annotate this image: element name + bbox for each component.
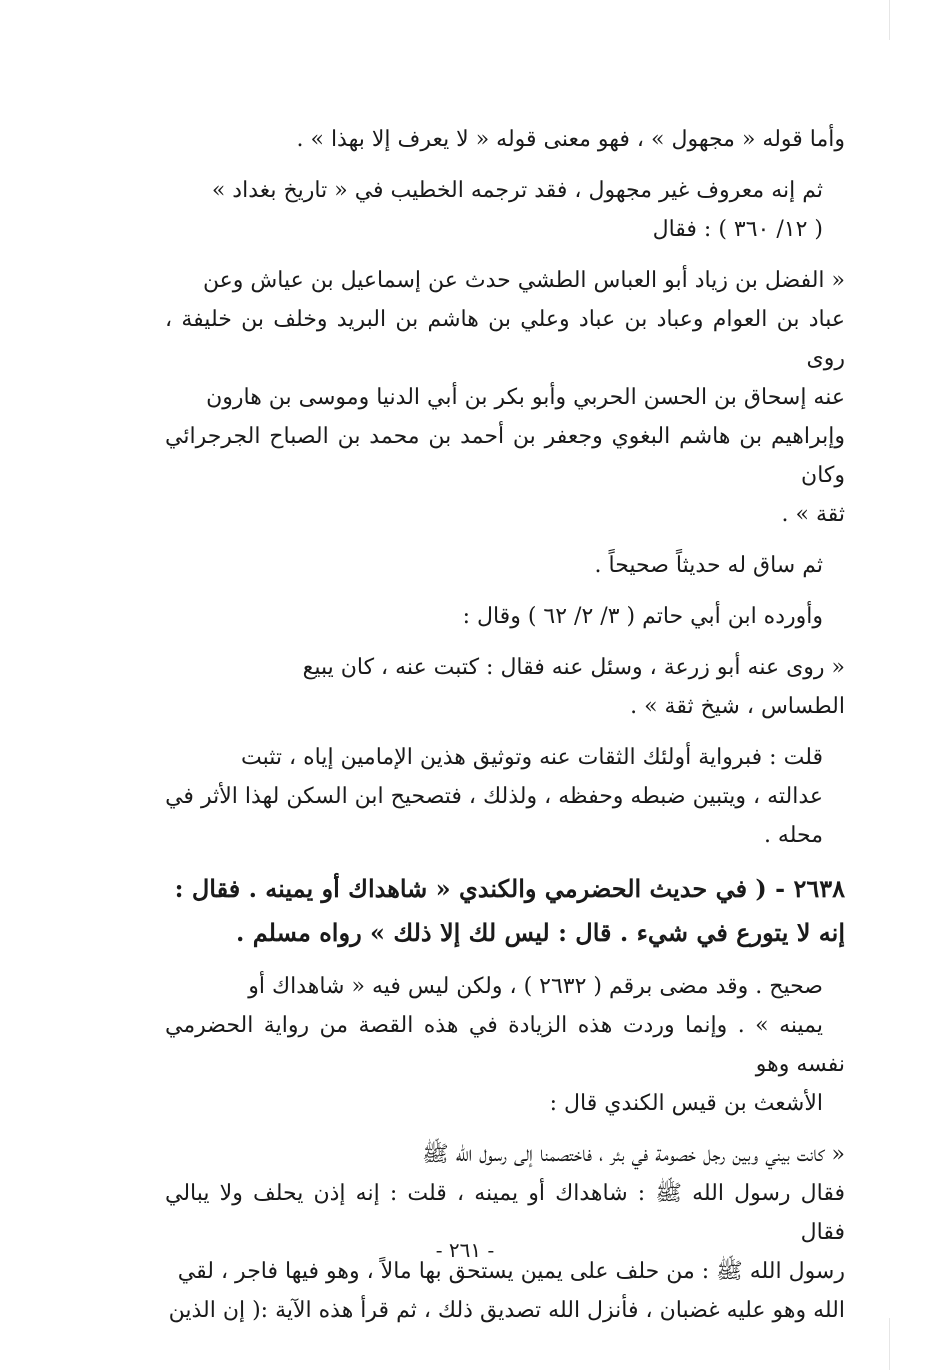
text-line: « كانت بيني وبين رجل خصومة في بئر ، فاختصمنا إلى رسول الله ﷺ [422, 1142, 845, 1167]
text-line: « الفضل بن زياد أبو العباس الطشي حدث عن إسماعيل بن عياش وعن [202, 268, 845, 293]
paragraph-ibn-abi-hatim [165, 597, 845, 636]
text-line: عنه إسحاق بن الحسن الحربي وأبو بكر بن أبي الدنيا وموسى بن هارون [206, 385, 845, 410]
text-line: إنه لا يتورع في شيء . قال : ليس لك إلا ذلك » رواه مسلم . [235, 918, 845, 947]
text-line: عباد بن العوام وعباد بن عباد وعلي بن هاشم بن البريد وخلف بن خليفة ، روى [165, 307, 845, 371]
document-body [165, 120, 845, 1342]
paragraph-grading [165, 967, 845, 1123]
text-line: « روى عنه أبو زرعة ، وسئل عنه فقال : كتبت عنه ، كان يبيع [302, 655, 845, 680]
scan-edge-mark [889, 0, 890, 40]
text-line: محله . [763, 823, 823, 848]
paragraph-majhul-meaning [165, 120, 845, 159]
text-line: وأورده ابن أبي حاتم ( ٣/ ٢/ ٦٢ ) وقال : [462, 604, 823, 629]
text-line: رسول الله ﷺ : من حلف على يمين يستحق بها مالاً ، وهو فيها فاجر ، لقي [177, 1259, 845, 1284]
page-number: - ٢٦١ - [435, 1238, 495, 1262]
paragraph-author-conclusion [165, 738, 845, 855]
text-line: عدالته ، ويتبين ضبطه وحفظه ، ولذلك ، فتصحيح ابن السكن لهذا الأثر في [165, 784, 823, 809]
text-line: فقال رسول الله ﷺ : شاهداك أو يمينه ، قلت : إنه إذن يحلف ولا يبالي فقال [165, 1181, 845, 1245]
text-line: ثم ساق له حديثاً صحيحاً . [594, 553, 823, 578]
scan-edge-mark [889, 1318, 890, 1370]
text-line: صحيح . وقد مضى برقم ( ٢٦٣٢ ) ، ولكن ليس فيه « شاهداك أو [248, 974, 823, 999]
text-line: يمينه » . وإنما وردت هذه الزيادة في هذه القصة من رواية الحضرمي نفسه وهو [165, 1013, 845, 1077]
paragraph-abu-zura-quote [165, 648, 845, 726]
hadith-heading-2638 [165, 867, 845, 955]
text-line: ( ١٢/ ٣٦٠ ) : فقال [652, 217, 823, 242]
text-line: الله وهو عليه غضبان ، فأنزل الله تصديق ذلك ، ثم قرأ هذه الآية :( إن الذين [168, 1298, 845, 1323]
text-line: الأشعث بن قيس الكندي قال : [549, 1091, 823, 1116]
paragraph-sahih-hadith [165, 546, 845, 585]
text-line: ثم إنه معروف غير مجهول ، فقد ترجمه الخطيب في « تاريخ بغداد » [211, 178, 823, 203]
text-line: قلت : فبرواية أولئك الثقات عنه وتوثيق هذين الإمامين إياه ، تثبت [241, 745, 823, 770]
text-line: ثقة » . [781, 502, 845, 527]
text-line: وأما قوله « مجهول » ، فهو معنى قوله « لا يعرف إلا بهذا » . [296, 127, 845, 152]
text-line: الطساس ، شيخ ثقة » . [630, 694, 845, 719]
paragraph-biography-quote [165, 261, 845, 534]
text-line: ٢٦٣٨ - ( في حديث الحضرمي والكندي « شاهداك أو يمينه . فقال : [174, 874, 845, 903]
paragraph-tarikh-baghdad [165, 171, 845, 249]
paragraph-ashath-narration [165, 1135, 845, 1330]
text-line: وإبراهيم بن هاشم البغوي وجعفر بن أحمد بن محمد بن الصباح الجرجرائي وكان [165, 424, 845, 488]
